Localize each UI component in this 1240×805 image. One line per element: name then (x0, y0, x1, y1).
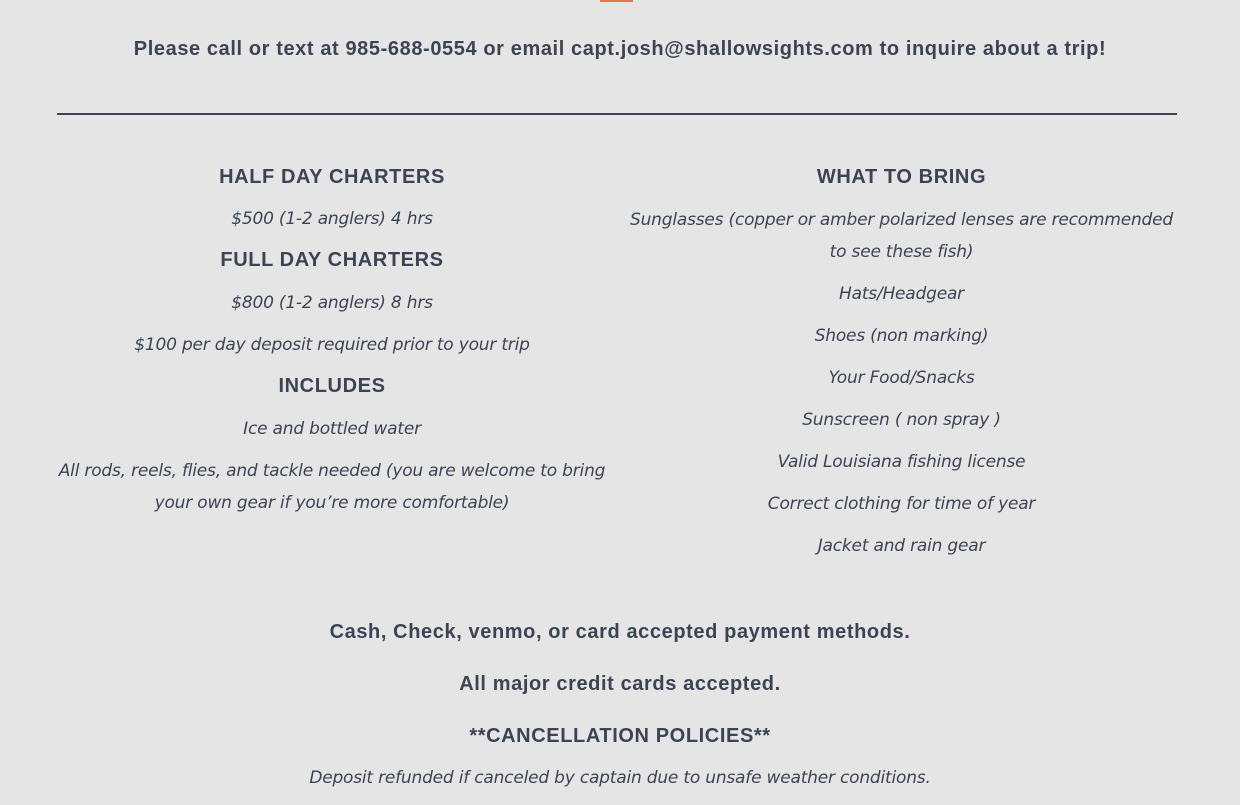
bring-item: Shoes (non marking) (814, 326, 989, 346)
deposit-note: $100 per day deposit required prior to your trip (134, 335, 530, 355)
includes-heading: INCLUDES (278, 375, 386, 397)
refund-policy: Deposit refunded if canceled by captain due to unsafe weather conditions. (309, 768, 931, 788)
credit-cards-note: All major credit cards accepted. (459, 673, 781, 695)
cancellation-heading: **CANCELLATION POLICIES** (469, 725, 771, 747)
bring-item: Valid Louisiana fishing license (777, 452, 1026, 472)
full-day-price: $800 (1-2 anglers) 8 hrs (231, 293, 433, 313)
half-day-heading: HALF DAY CHARTERS (219, 166, 445, 188)
full-day-heading: FULL DAY CHARTERS (220, 249, 444, 271)
bring-item: Hats/Headgear (839, 284, 964, 304)
contact-line: Please call or text at 985-688-0554 or email capt.josh@shallowsights.com to inquire about a trip! (133, 38, 1107, 60)
what-to-bring-heading: WHAT TO BRING (816, 166, 987, 188)
bring-item: Correct clothing for time of year (767, 494, 1036, 514)
includes-item: Ice and bottled water (243, 419, 421, 439)
accent-bar (600, 0, 633, 2)
bring-item: Jacket and rain gear (817, 536, 986, 556)
payment-methods: Cash, Check, venmo, or card accepted payment methods. (329, 621, 911, 643)
includes-item: All rods, reels, flies, and tackle needed (you are welcome to bring your own gear if you’re more comfortable) (58, 461, 606, 513)
half-day-price: $500 (1-2 anglers) 4 hrs (231, 209, 433, 229)
charters-column (57, 162, 607, 529)
what-to-bring-column (626, 162, 1177, 572)
bring-item: Your Food/Snacks (828, 368, 975, 388)
bring-item: Sunscreen ( non spray ) (802, 410, 1001, 430)
bring-item: Sunglasses (copper or amber polarized lenses are recommended to see these fish) (630, 210, 1173, 262)
section-divider (57, 113, 1177, 115)
